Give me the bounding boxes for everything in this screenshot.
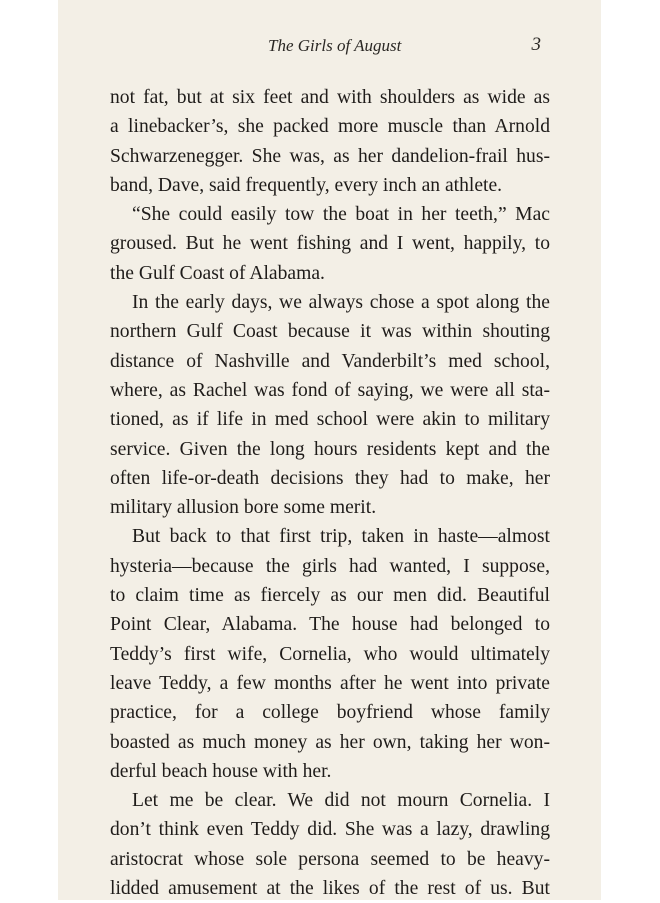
page-number: 3	[531, 34, 541, 55]
text-line: leave Teddy, a few months after he went into private	[110, 672, 550, 694]
text-line: groused. But he went fishing and I went, happily, to	[110, 233, 550, 255]
text-line: Let me be clear. We did not mourn Cornelia. I	[132, 790, 550, 812]
text-line: distance of Nashville and Vanderbilt’s med school,	[110, 350, 550, 372]
text-line: Schwarzenegger. She was, as her dandelion-frail hus-	[110, 145, 550, 167]
text-line: to claim time as fiercely as our men did. Beautiful	[110, 585, 550, 607]
text-line: service. Given the long hours residents kept and the	[110, 438, 550, 460]
text-line: military allusion bore some merit.	[110, 497, 377, 519]
book-page	[58, 0, 601, 900]
text-line: But back to that first trip, taken in haste—almost	[132, 526, 550, 548]
text-line: aristocrat whose sole persona seemed to be heavy-	[110, 848, 550, 870]
text-line: Point Clear, Alabama. The house had belonged to	[110, 614, 550, 636]
text-line: Teddy’s first wife, Cornelia, who would ultimately	[110, 643, 550, 665]
text-line: tioned, as if life in med school were akin to military	[110, 409, 550, 431]
running-title: The Girls of August	[268, 36, 402, 55]
text-line: often life-or-death decisions they had to make, her	[110, 467, 550, 489]
text-line: the Gulf Coast of Alabama.	[110, 262, 325, 284]
text-line: northern Gulf Coast because it was within shouting	[110, 321, 550, 343]
text-line: lidded amusement at the likes of the rest of us. But	[110, 878, 550, 900]
text-line: hysteria—because the girls had wanted, I suppose,	[110, 555, 550, 577]
text-line: a linebacker’s, she packed more muscle than Arnold	[110, 116, 550, 138]
text-line: In the early days, we always chose a spot along the	[132, 292, 550, 314]
text-line: derful beach house with her.	[110, 760, 332, 782]
text-line: practice, for a college boyfriend whose family	[110, 702, 550, 724]
body-text	[110, 83, 550, 903]
text-line: not fat, but at six feet and with shoulders as wide as	[110, 87, 550, 108]
page-header	[58, 34, 601, 60]
text-line: don’t think even Teddy did. She was a lazy, drawling	[110, 819, 550, 841]
text-line: where, as Rachel was fond of saying, we were all sta-	[110, 379, 550, 401]
text-line: “She could easily tow the boat in her teeth,” Mac	[132, 204, 550, 226]
text-line: boasted as much money as her own, taking her won-	[110, 731, 550, 753]
text-line: band, Dave, said frequently, every inch an athlete.	[110, 174, 503, 196]
